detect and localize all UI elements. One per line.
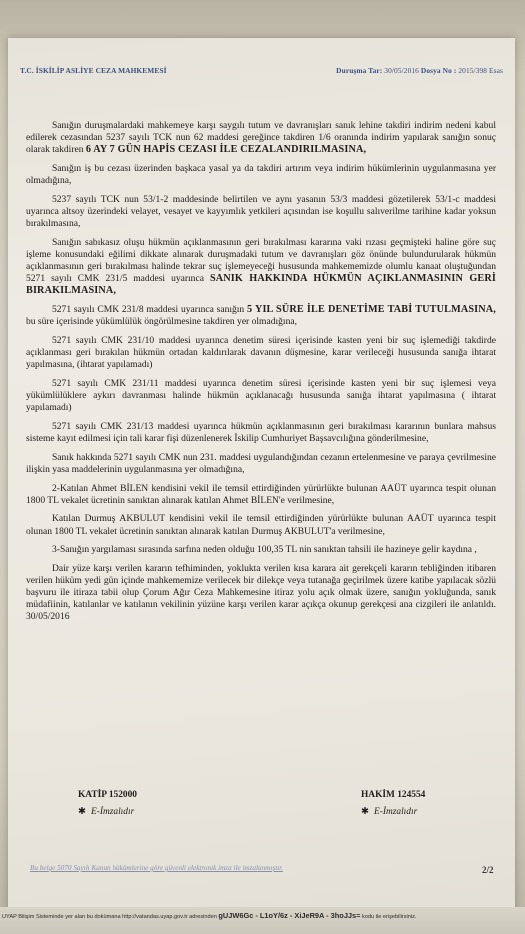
file-no-label: Dosya No : xyxy=(420,66,457,75)
paragraph-text: 5271 sayılı CMK 231/8 maddesi uyarınca sanığın xyxy=(52,303,247,315)
paragraph xyxy=(26,237,496,297)
uyap-footer-suffix: kodu ile erişebilirsiniz. xyxy=(362,914,417,920)
paragraph xyxy=(26,304,496,328)
paragraph-text: 5271 sayılı CMK 231/10 maddesi uyarınca denetim süresi içerisinde kasten yeni bir suç işlemediği takdirde açıklanması geri bırakılan hükmün ortadan kaldırılarak davanın düşmesine, karar verileceği hususunda sanığa ihtarat yapılmasına, (ihtarat yapılamadı) xyxy=(26,334,496,371)
judge-title: HAKİM 124554 xyxy=(361,790,426,800)
paragraph-text: 5237 sayılı TCK nun 53/1-2 maddesinde belirtilen ve aynı yasanın 53/3 maddesi gözetilerek 53/1-c maddesi uyarınca altsoy üzerindeki velayet, vesayet ve kayyımlık yetkileri açısından ise koşullu salıverilme tarihine kadar yoksun bırakılmasına, xyxy=(26,193,496,230)
paragraph xyxy=(26,335,496,371)
judge-esign-status: E-İmzalıdır xyxy=(374,807,418,817)
paragraph-text: 5271 sayılı CMK 231/13 maddesi uyarınca hükmün açıklanmasının geri bırakılması kararının bunlara mahsus sisteme kayıt edilmesi için tali karar fişi düzenlenerek İskilip Cumhuriyet Başsavcılığına gönderilmesine, xyxy=(26,420,496,444)
paragraph-text: 2-Katılan Ahmet BİLEN kendisini vekil ile temsil ettirdiğinden yürürlükte bulunan AAÜT uyarınca tespit olunan 1800 TL vekalet ücretinin sanıktan alınarak katılan Ahmet BİLEN'e verilmesine, xyxy=(26,482,496,506)
paragraph-text: Sanığın duruşmalardaki mahkemeye karşı saygılı tutum ve davranışları sanık lehine takdiri indirim nedeni kabul edilerek cezasından 5237 sayılı TCK nun 62 maddesi gereğince takdiren 1/6 oranında indirim yapılarak sanığın sonuç olarak takdiren xyxy=(26,120,496,156)
paragraph-text: Sanık hakkında 5271 sayılı CMK nun 231. maddesi uygulandığından cezanın ertelenmesine ve paraya çevrilmesine ilişkin yasa maddelerinin uygulanmasına yer olmadığına, xyxy=(26,451,496,475)
judgment-text xyxy=(26,120,496,630)
esign-footnote: Bu belge 5070 Sayılı Kanun hükümlerine göre güvenli elektronik imza ile imzalanmıştır. xyxy=(30,864,283,872)
paragraph xyxy=(26,452,496,476)
star-icon: ✱ xyxy=(361,807,369,817)
paragraph-text: 5271 sayılı CMK 231/11 maddesi uyarınca denetim süresi içerisinde kasten yeni bir suç işlemesi veya yükümlülüklere aykırı davranması halinde hükmün açıklanacağı hususunda sanığa ihtarat yapılmasına ( ihtarat yapılamadı) xyxy=(26,377,496,413)
paragraph xyxy=(26,483,496,507)
signature-block xyxy=(8,790,515,830)
paragraph-text: Katılan Durmuş AKBULUT kendisini vekil ile temsil ettirdiğinden yürürlükte bulunan AAÜT uyarınca tespit olunan 1800 TL vekalet ücretinin sanıktan alınarak katılan Durmuş AKBULUT'a verilmesine, xyxy=(26,513,496,537)
paragraph-text: Sanığın sabıkasız oluşu hükmün açıklanmasının geri bırakılması kararına vaki rızası geçmişteki haline göre suç işleme konusundaki eğilimi dikkate alınarak duruşmadaki tutum ve davranışları göz önünde bulundurularak hükmün açıklanmasının geri bırakılması halinde tekrar suç işlemeyeceği hususunda mahkememizde olumlu kanaat oluştuğundan 5271 sayılı CMK 231/5 maddesi uyarınca xyxy=(26,236,496,285)
verification-code: gUJW6Gc - L1oY/6z - XiJeR9A - 3hoJJs= xyxy=(218,911,361,920)
paragraph xyxy=(26,378,496,414)
uyap-footer xyxy=(0,907,525,934)
document-header xyxy=(20,66,503,80)
paragraph xyxy=(26,544,496,556)
ruling-emphasis: 5 YIL SÜRE İLE DENETİME TABİ TUTULMASINA, xyxy=(246,303,496,315)
paragraph-text: Dair yüze karşı verilen kararın tefhiminden, yoklukta verilen kısa karara ait gerekçeli kararın tebliğinden itibaren verilen hüküm yedi gün içinde mahkememize verilecek bir dilekçe veya tutanağa geçirilmek üzere katibe yapılacak sözlü başvuru ile itiraza tabii olup Çorum Ağır Ceza Mahkemesine itiraz yolu açık olmak üzere, sanığın yokluğunda, sanık müdafiinin, katılanlar ve katılanın vekilinin yüzüne karşı verilen karar açıkça okunup gerekçesi ana cizgileri ile anlatıldı. 30/05/2016 xyxy=(26,563,496,623)
paragraph xyxy=(26,194,496,230)
hearing-date-label: Duruşma Tar: xyxy=(336,66,383,75)
paragraph xyxy=(26,421,496,445)
ruling-emphasis: 6 AY 7 GÜN HAPİS CEZASI İLE CEZALANDIRILMASINA, xyxy=(85,144,367,156)
document-page xyxy=(8,38,515,930)
paragraph xyxy=(26,163,496,187)
paragraph xyxy=(26,120,496,156)
paragraph xyxy=(26,563,496,623)
clerk-title: KATİP 152000 xyxy=(78,790,137,800)
court-name: T.C. İSKİLİP ASLİYE CEZA MAHKEMESİ xyxy=(20,66,167,75)
file-no: 2015/398 Esas xyxy=(458,66,503,75)
clerk-signature xyxy=(78,790,137,817)
uyap-footer-text: UYAP Bilişim Sisteminde yer alan bu dokümana http://vatandas.uyap.gov.tr adresinden xyxy=(2,914,217,920)
paragraph-text: bu süre içerisinde yükümlülük öngörülmesine takdiren yer olmadığına, xyxy=(26,316,297,328)
star-icon: ✱ xyxy=(78,807,86,817)
judge-signature xyxy=(361,790,425,817)
paragraph-text: 3-Sanığın yargılaması sırasında sarfına neden olduğu 100,35 TL nin sanıktan tahsili ile hazineye gelir kaydına , xyxy=(52,544,477,556)
hearing-date: 30/05/2016 xyxy=(384,66,419,75)
paragraph xyxy=(26,513,496,537)
ruling-emphasis: SANIK HAKKINDA HÜKMÜN AÇIKLANMASININ GERİ BIRAKILMASINA, xyxy=(26,273,496,297)
page-number: 2/2 xyxy=(482,865,494,875)
paragraph-text: Sanığın iş bu cezası üzerinden başkaca yasal ya da takdiri artırım veya indirim hükümlerinin uygulanmasına yer olmadığına, xyxy=(26,162,496,187)
clerk-esign-status: E-İmzalıdır xyxy=(91,807,135,817)
case-meta xyxy=(336,66,503,75)
